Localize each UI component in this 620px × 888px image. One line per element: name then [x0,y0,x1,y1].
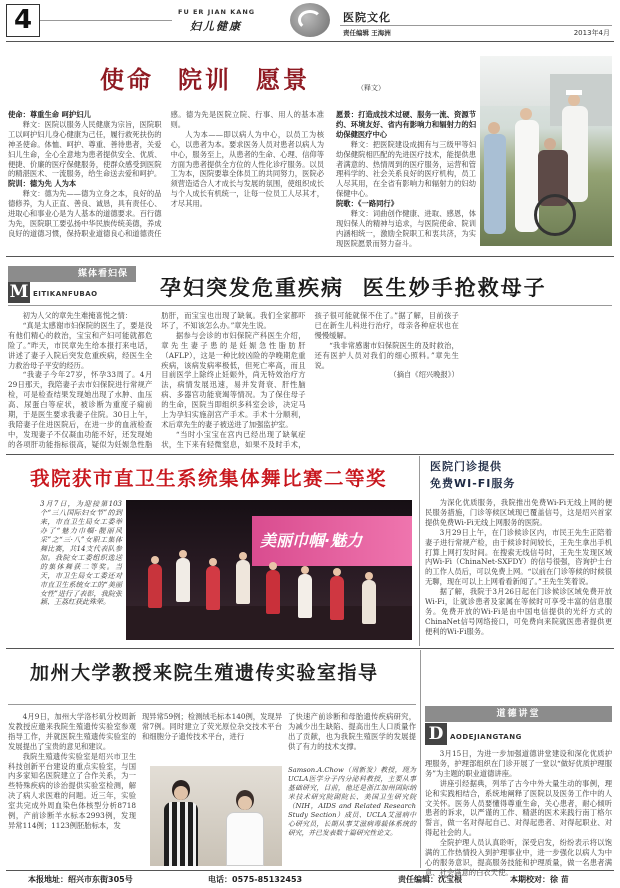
masthead-title: 妇儿健康 [190,20,242,33]
column-divider [419,456,420,646]
dancer-head [301,566,309,574]
professor-article-col1 [8,712,136,867]
culture-title-mission: 使命 [100,66,154,94]
article-paragraph: 3月29日上午，在门诊候诊区内，市民王先生正陪着妻子进行常规产检，由于候诊时间较长，王先生拿出手机打算上网打发时间。在搜索无线信号时，王先生发现区域内Wi-Fi（ChinaNet-SXFDY）的信号很强，咨询护士台的工作人员后，可以免费上网。“以前在门诊等候的时候很无聊，现在可以上上网看看新闻了。”王先生笑着说。 [425,527,612,587]
photo-person-face [174,786,188,800]
article-paragraph: 为深化优质服务，我院推出免费Wi-Fi无线上网的便民服务措施，门诊等候区域现已覆盖信号，这是绍兴首家提供免费Wi-Fi无线上网服务的医院。 [425,498,612,527]
masthead-pinyin: FU ER JIAN KANG [178,8,256,16]
motto-text: 人为本——即以病人为中心，以员工为核心，以患者为本。要求医务人员对患者以病人为中心，服务至上，从患者的生命、心理、信仰等方面为患者提供全方位的人性化诊疗服务。以员工为本，医院要靠全体员工的共同努力，医院必须营造适合人才成长与发展的氛围，使组织成长与个人成长有机统一，让每一位员工人尽其才，才尽其用。 [170,129,324,209]
song-text: 释文：词曲创作健康、进取、感恩，体现妇保人的精神与追求，与医院使命、院训内涵相统一，激励全院职工和衷共济，为实现医院愿景而努力奋斗。 [336,209,476,248]
article-paragraph: 我院生殖遗传实验室是绍兴市卫生科技创新平台建设的重点实验室，与国内多家知名医院建立了合作关系，为一些特殊疾病的诊治提供实验室检测，解决了病人求医难的问题。近三年，实验室共完成外周血染色体核型分析8718例，产前诊断羊水标本2993例，发现异常114例；1123例胚胎标本，发 [8,751,136,830]
wheelchair-wheel-icon [534,194,576,236]
dancer-figure [298,574,312,618]
photo-professor-visit [150,766,282,866]
dancer-head [333,568,341,576]
professor-header-rule [8,704,416,705]
article-paragraph: 了快速产前诊断和母胎遗传疾病研究，为减少出生缺陷、提高出生人口质量作出了贡献，也为我院生殖医学的发展提供了有力的技术支撑。 [288,712,416,751]
dancer-figure [148,564,162,608]
media-article-columns [8,311,612,451]
section-title: 医院文化 [343,11,391,24]
mission-text: 释文：医院以服务人民健康为宗旨，医院职工以呵护妇儿身心健康为己任，履行救死扶伤的神圣使命。体恤、呵护、尊重、善待患者，关爱妇儿生命，全心全意地为患者提供安全、优质、便捷、价廉的医疗保健服务，使群众感受到医院的精湛医术、一流服务，给生命送去爱和呵护。 [8,119,162,179]
culture-vision-column [336,110,476,252]
culture-title-motto: 院训 [178,66,232,94]
dancer-head [365,572,373,580]
dancer-figure [266,570,280,614]
culture-text-columns [8,110,324,252]
photo-dance-performance [126,500,412,640]
motto-heading: 院训：德为先 人为本 [8,179,77,189]
professor-article-col3 [288,712,416,762]
dancer-head [239,552,247,560]
page-number: 4 [6,4,40,37]
media-headline: 孕妇突发危重疾病 医生妙手抢救母子 [160,276,547,300]
photo-patient-head [544,138,556,150]
photo-person-body [164,802,198,866]
dance-headline: 我院获市直卫生系统集体舞比赛二等奖 [30,467,388,490]
media-header-rule [8,305,612,306]
dancer-head [209,558,217,566]
wifi-title-line1: 医院门诊提供 [430,460,502,473]
article-paragraph: 现异常59例；检测绒毛标本140例，发现异常7例。同时建立了荧光原位杂交技术平台和细胞分子遗传技术平台，进行 [142,712,282,741]
article-paragraph: 据了解，我院于3月26日起在门诊候诊区域免费开放Wi-Fi，让就诊患者及家属在等候时可享受丰富的信息服务。免费开放的Wi-Fi是由中国电信提供的光纤方式的ChinaNet信号网络接口，可免费向来院就医患者提供更便利的Wi-Fi服务。 [425,587,612,636]
dancer-figure [362,580,376,624]
section-editor: 责任编辑 王海洲 [343,29,391,37]
professor-headline: 加州大学教授来院生殖遗传实验室指导 [30,662,379,684]
ethics-label: 道德讲堂 [425,706,612,722]
logo-swirl [298,10,322,30]
stage-banner: 美丽巾帼·魅力 [252,516,412,566]
footer-rule [6,870,614,871]
dancer-head [179,550,187,558]
dancer-head [151,556,159,564]
photo-nurse-cap [566,90,582,95]
professor-article-col2 [142,712,282,762]
article-paragraph: “我妻子今年27岁，怀孕33周了。4月29日那天，我陪妻子去市妇保院进行常规产检，可是检查结果发现她出现了水肿、血压高、尿蛋白等症状，被诊断为重度子痫前期，于是医生要求我妻子住院。30日上午，我陪妻子住进医院后，在进一步的血液检查中，发现妻子不仅凝血功能不好，还发现她的各项肝功能指标很高，疑似为妊娠急性脂肪肝，而宝宝也出现了缺氧。我们全家都吓坏了，不知该怎么办。”章先生说。 [8,311,306,449]
header-rule [6,41,614,42]
section-rule [6,256,614,257]
article-paragraph: “当时小宝宝在宫内已经出现了缺氧症状，生下来有轻微窒息，如果不及时手术，孩子很可能就保不住了。”据了解，目前孩子已在新生儿科进行治疗，母亲各种症状也在慢慢缓解。 [161,311,459,449]
dancer-head [269,562,277,570]
article-paragraph: 4月9日，加州大学洛杉矶分校周新发教授应邀来我院生殖遗传实验室参观指导工作，并就医院生殖遗传实验室的发展提出了宝贵的意见和建议。 [8,712,136,751]
dancer-figure [206,566,220,610]
culture-headline [100,60,334,94]
dancer-figure [236,560,250,604]
article-paragraph: 全院护理人员认真聆听，深受启发，纷纷表示将以饱满的工作热情投入到护理事业中，进一步强化以病人为中心的服务意识，提高服务技能和护理质量，做一名患者满意、社会满意的白衣天使。 [425,838,612,877]
article-paragraph: “我非常感谢市妇保院医生的及时救治，还有医护人员对我们的细心照料。”章先生说。 [314,340,459,370]
article-source: （摘自《绍兴晚报》） [389,370,459,380]
media-label-pinyin: EITIKANFUBAO [33,290,98,298]
footer-phone: 电话：0575-85132453 [208,875,303,884]
wifi-article [425,498,612,638]
article-paragraph: 讲座引经据典，列举了古今中外大量生动的事例，理论和实践相结合，系统地阐释了医院以及医务工作中的人文关怀。医务人员要懂得尊重生命，关心患者，耐心倾听患者的诉求，以严谨的工作、精湛的医术来践行南丁格尔誓言，做一名对得起自己、对得起患者、对得起职业、对得起社会的人。 [425,778,612,838]
header-divider-left [40,20,172,21]
photo-person-body [484,134,506,234]
media-column-label [8,266,136,303]
article-paragraph: “真是太感谢市妇保院的医生了，要是没有他们精心的救治，宝宝和产妇可能就都危险了。”昨天，市民章先生给本报打来电话，讲述了妻子入院后突发危重疾病，经医生全力救治母子平安的经历。 [8,320,153,370]
footer-address: 本报地址：绍兴市东街305号 [28,875,133,884]
article-paragraph: 初为人父的章先生难掩喜悦之情： [22,311,133,320]
column-divider [420,650,421,868]
professor-bio: Samson.A.Chow（周新发）教授，现为UCLA医学分子内分泌科教授，主要从事基础研究，目前，他还是浙江加州国际纳米技术研究院副院长、美国卫生研究院（NIH，AIDS and Related Research Study Section）成员、UCLA艾滋病中心研究员，长期从事艾滋病毒载体系统的研究，并已发表数十篇研究性论文。 [288,766,416,837]
article-paragraph: 3月15日，为进一步加强道德讲堂建设和深化优质护理服务，护理部组织在门诊开展了一堂以“做好优质护理服务”为主题的职业道德讲座。 [425,749,612,778]
photo-person-white-coat [226,812,264,866]
footer-proofreader: 本期校对：徐 苗 [510,875,569,884]
photo-nurses-with-patient [480,56,612,246]
song-heading: 院歌：《一路同行》 [336,199,399,209]
mission-heading: 使命：尊重生命 呵护妇儿 [8,110,91,119]
ethics-label-initial: D [425,723,447,745]
newspaper-logo-icon [290,3,330,37]
photo-nurse-head [568,94,580,106]
article-paragraph: 据参与会诊的市妇保院产科医生介绍，章先生妻子患的是妊娠急性脂肪肝（AFLP），这是一种比较凶险的孕晚期危重疾病，该病发病率极低，但死亡率高，而且目前医学上除终止妊娠外，尚无特效治疗方法，病情发展迅速，易并发肾衰、肝性脑病、多器官功能衰竭等情况。为了保住母子的生命，医院当即组织多科室会诊，决定马上为孕妇实施剖宫产手术。手术十分顺利，术后章先生的妻子被送进了加强监护室。 [161,330,306,429]
section-rule [6,454,614,455]
header-divider-right [340,25,612,26]
media-label-initial: M [9,282,29,302]
dancer-figure [330,576,344,620]
dance-caption: 3月7日，为迎接第103个“三八国际妇女节”的到来，市直卫生局女工委举办了“魅力巾帼·靓丽风采”之“三·八”女职工集体舞比赛，共14支代表队参加。我院女工委组织选送的集体舞获二等奖。当天，市卫生局女工委还对市直卫生系统女工的“美丽女性”进行了表彰，我院张颖、王荔红获此殊荣。 [40,500,122,607]
photo-person-head [488,122,500,134]
culture-title-note: （释文） [357,84,385,92]
photo-person-face [238,796,252,810]
media-label: 媒体看妇保 [8,266,136,282]
photo-nurse-head [520,108,532,120]
footer-editor: 责任编辑：沈宝根 [398,875,462,884]
issue-date: 2013年4月 [573,29,610,37]
vision-heading: 愿景：打造成技术过硬、服务一流、资源节约、环境友好、省内有影响力和辐射力的妇幼保健医疗中心 [336,110,476,139]
wifi-title-line2: 免费WI-FI服务 [430,477,516,490]
dancer-figure [176,558,190,602]
section-rule [6,648,614,649]
culture-title-vision: 愿景 [256,66,310,94]
ethics-article [425,749,612,877]
vision-text: 释文：把医院建设成拥有与三级甲等妇幼保健院相匹配的先进医疗技术，能提供患者满意的、热情周到的医疗服务，运营和管理科学的、社会关系良好的医疗机构，员工人尽其用，在全省有影响力和辐射力的妇幼保健中心。 [336,139,476,199]
motto-text: 释文：德为先——德为立身之本，良好的品德修养，为人正直、善良、诚恳，具有责任心、进取心和事业心是为人基本的道德要求。百行德为先，医院职工要弘扬中华民族传统美德，养成良好的道德习惯，保持职业道德良心和道德责任感。德为先是医院立院、行事、用人的基本准则。 [8,110,324,238]
ethics-label-pinyin: AODEJIANGTANG [450,733,522,741]
